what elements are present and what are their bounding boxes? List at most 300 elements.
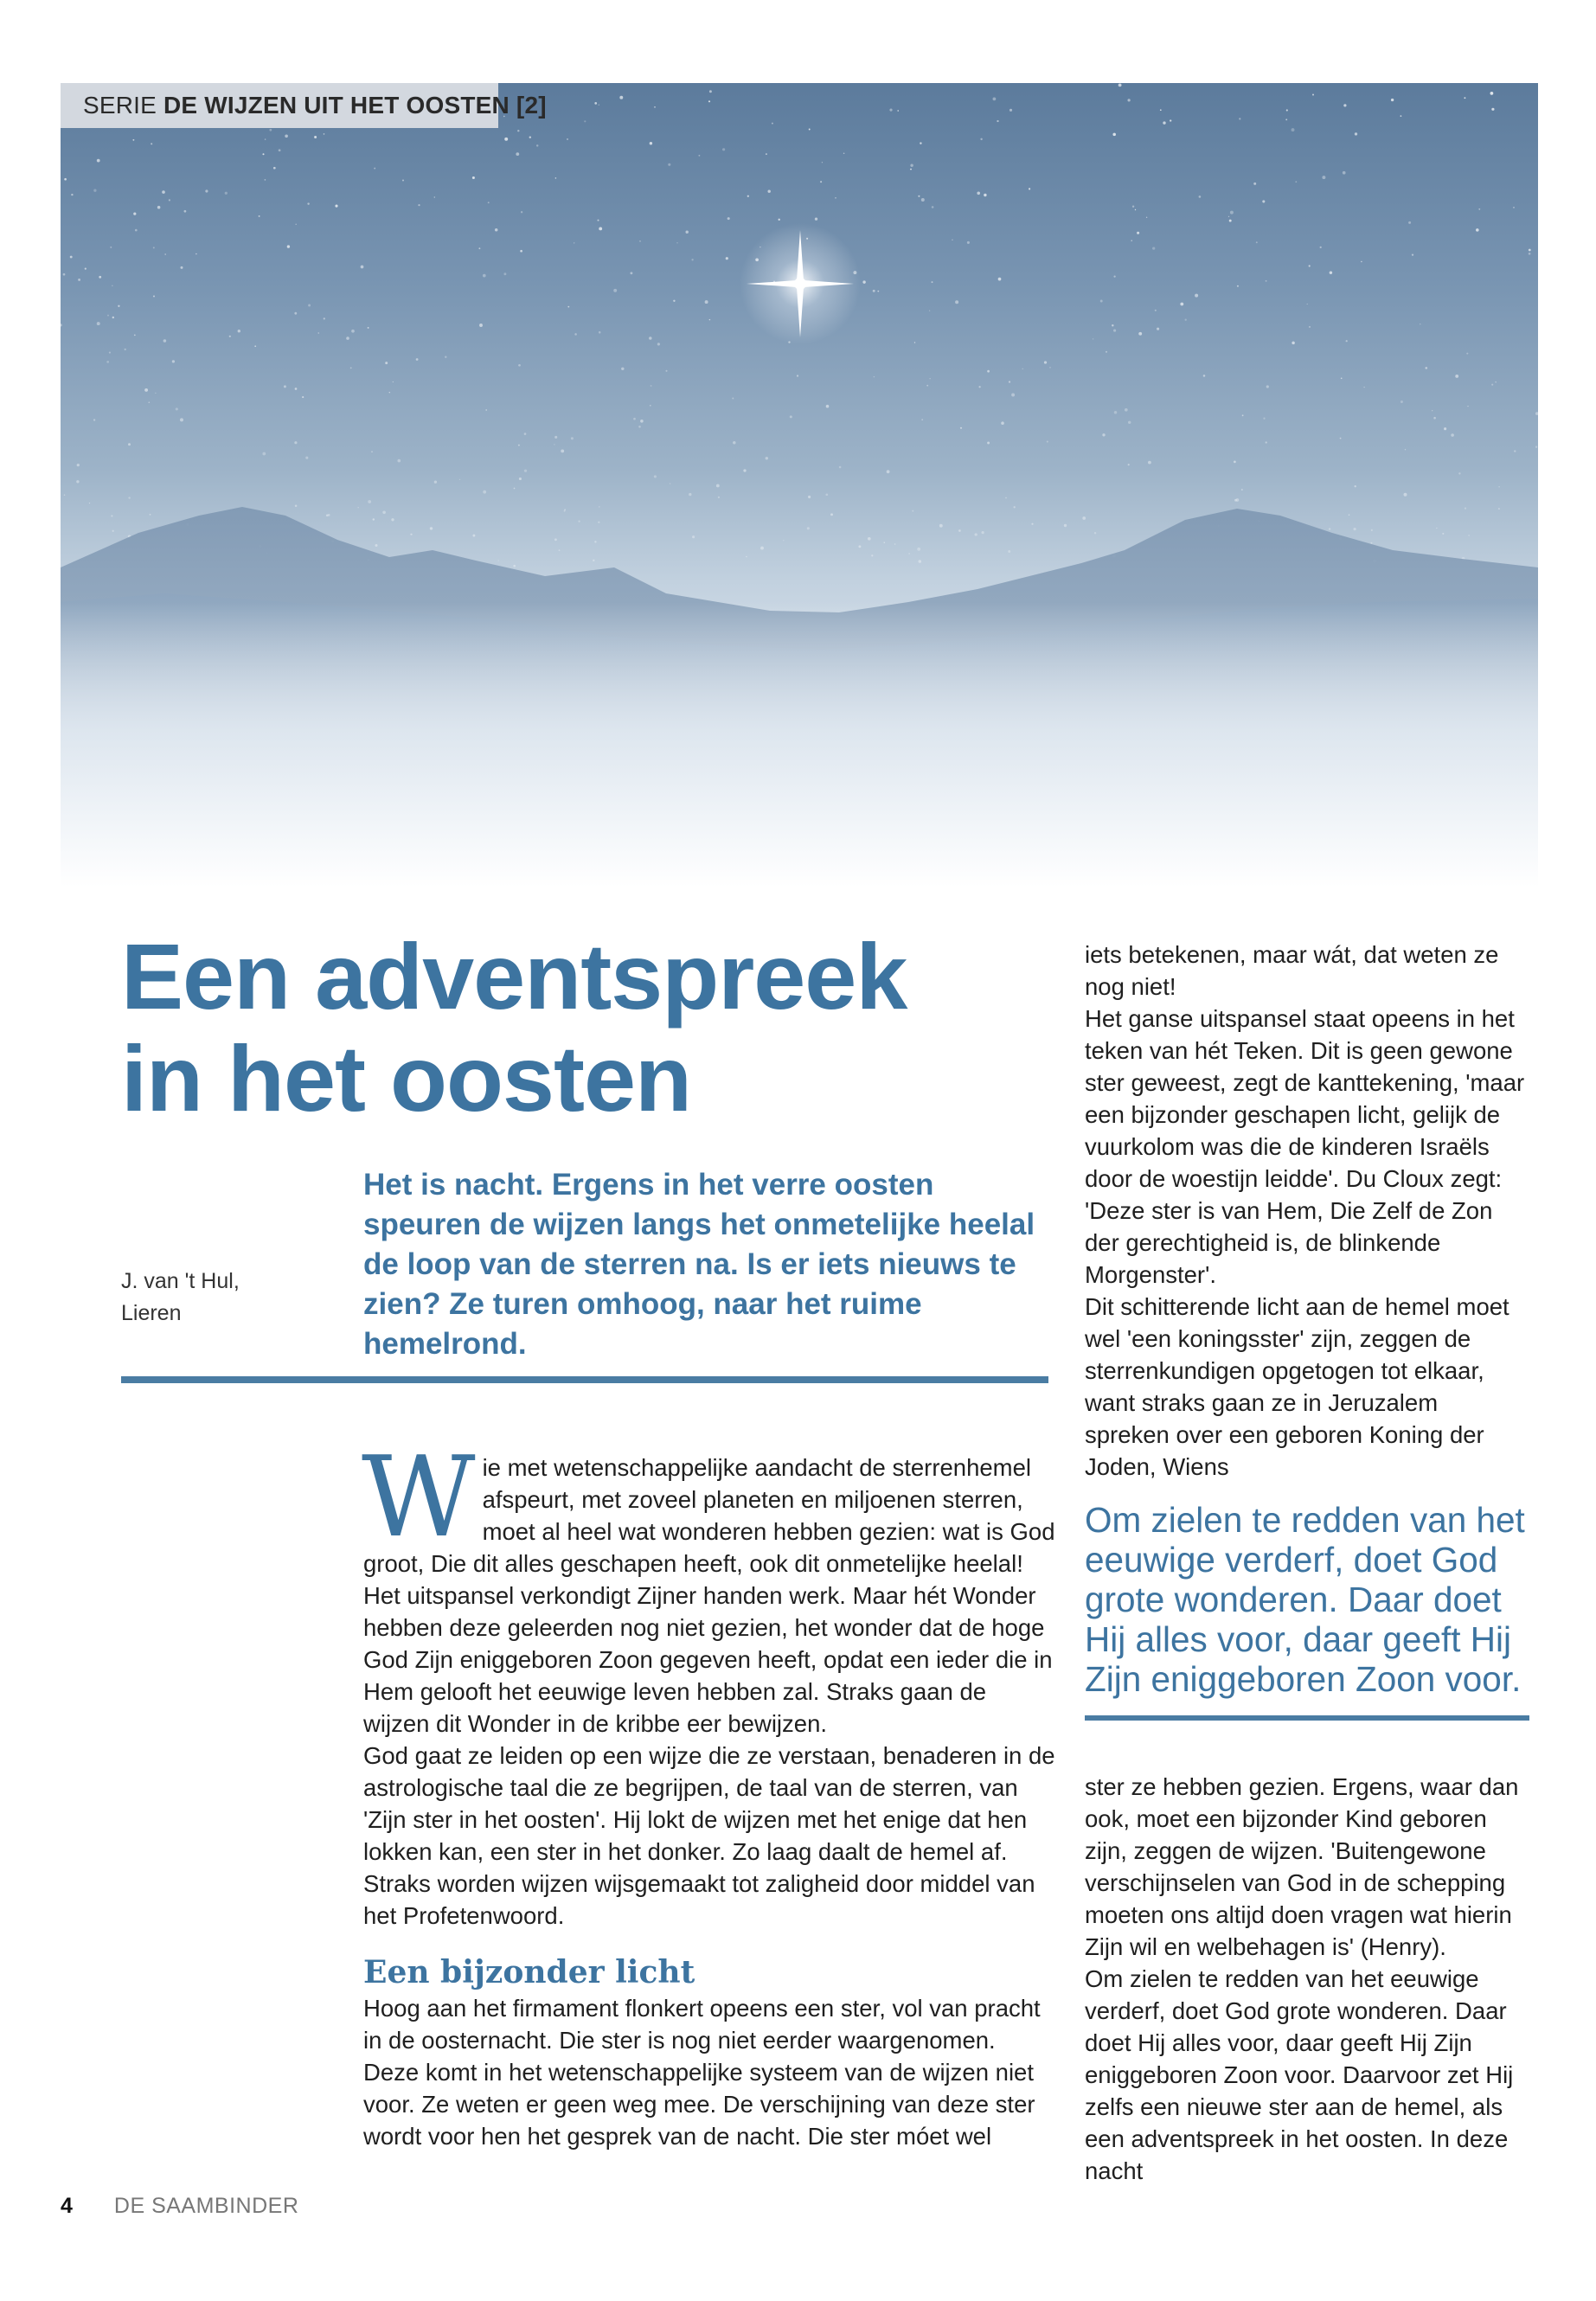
star-dot bbox=[151, 143, 152, 144]
star-dot bbox=[389, 392, 391, 394]
star-dot bbox=[112, 530, 114, 532]
star-dot bbox=[960, 427, 962, 429]
star-dot bbox=[1498, 508, 1500, 510]
star-dot bbox=[284, 385, 286, 388]
star-dot bbox=[1476, 228, 1479, 232]
star-dot bbox=[1064, 524, 1067, 527]
star-dot bbox=[1113, 275, 1115, 277]
star-dot bbox=[767, 189, 770, 192]
star-dot bbox=[1253, 183, 1256, 185]
star-dot bbox=[1131, 240, 1132, 241]
star-dot bbox=[135, 229, 138, 232]
star-dot bbox=[205, 189, 208, 192]
star-dot bbox=[314, 136, 317, 138]
star-dot bbox=[564, 509, 566, 510]
star-dot bbox=[830, 513, 833, 516]
star-dot bbox=[668, 163, 670, 166]
star-dot bbox=[371, 451, 373, 452]
star-dot bbox=[93, 419, 95, 420]
star-dot bbox=[732, 398, 734, 400]
star-dot bbox=[689, 493, 691, 496]
star-dot bbox=[1343, 171, 1346, 175]
star-dot bbox=[295, 224, 297, 226]
lead-paragraph: Het is nacht. Ergens in het verre oosten speuren de wijzen langs het onmetelijke heelal de loop van de sterren na. Is er iets nieuws te zien? Ze turen omhoog, naar het ruime hemelrond. bbox=[363, 1168, 1035, 1361]
star-dot bbox=[1135, 209, 1136, 210]
body-paragraph-3: Hoog aan het firmament flonkert opeens een ster, vol van pracht in de oosternacht. Die ster is nog niet eerder waargenomen. Deze komt in het wetenschappelijke systeem van de wijzen niet voor. Ze weten er geen weg mee. De verschijning van deze ster wordt voor hen het gesprek van de nacht. Die ster móet wel bbox=[363, 1995, 1041, 2150]
star-dot bbox=[285, 134, 288, 138]
author-byline bbox=[121, 1266, 337, 1330]
star-dot bbox=[1229, 220, 1232, 222]
star-dot bbox=[877, 291, 879, 292]
star-dot bbox=[495, 228, 498, 232]
star-dot bbox=[1498, 486, 1499, 487]
star-dot bbox=[1005, 497, 1007, 499]
star-dot bbox=[1309, 265, 1311, 266]
star-dot bbox=[1535, 412, 1538, 415]
star-dot bbox=[1371, 529, 1373, 531]
star-dot bbox=[939, 524, 943, 528]
star-dot bbox=[350, 367, 352, 369]
star-dot bbox=[1465, 507, 1466, 509]
star-dot bbox=[287, 245, 290, 247]
star-dot bbox=[518, 445, 520, 446]
star-dot bbox=[559, 549, 561, 551]
star-dot bbox=[430, 527, 433, 529]
star-dot bbox=[673, 300, 675, 302]
star-dot bbox=[599, 331, 601, 334]
star-dot bbox=[1478, 208, 1480, 210]
star-dot bbox=[279, 149, 281, 151]
star-dot bbox=[295, 388, 298, 390]
star-dot bbox=[434, 196, 435, 197]
star-dot bbox=[262, 153, 264, 155]
star-dot bbox=[1237, 285, 1239, 287]
star-dot bbox=[391, 518, 394, 521]
star-dot bbox=[318, 332, 319, 333]
drop-cap: W bbox=[362, 1433, 476, 1562]
star-dot bbox=[1137, 232, 1139, 234]
star-dot bbox=[1295, 181, 1297, 183]
star-dot bbox=[1292, 342, 1295, 345]
magazine-name: DE SAAMBINDER bbox=[113, 2194, 299, 2218]
star-dot bbox=[822, 162, 823, 163]
star-dot bbox=[346, 336, 349, 340]
star-dot bbox=[1146, 217, 1147, 218]
star-dot bbox=[1263, 418, 1265, 420]
star-dot bbox=[238, 330, 240, 332]
star-dot bbox=[1286, 109, 1288, 111]
star-dot bbox=[254, 345, 256, 347]
star-dot bbox=[1125, 408, 1128, 412]
star-dot bbox=[374, 168, 375, 170]
star-dot bbox=[1118, 83, 1122, 87]
star-dot bbox=[1495, 381, 1496, 382]
star-dot bbox=[868, 537, 871, 541]
star-dot bbox=[766, 457, 768, 459]
star-dot bbox=[402, 179, 404, 181]
star-dot bbox=[709, 319, 710, 320]
star-dot bbox=[926, 385, 928, 387]
star-dot bbox=[488, 202, 490, 203]
star-dot bbox=[633, 418, 636, 420]
star-dot bbox=[929, 310, 930, 311]
star-dot bbox=[1031, 523, 1033, 525]
star-dot bbox=[657, 343, 660, 345]
star-dot bbox=[1433, 417, 1436, 420]
star-dot bbox=[180, 266, 183, 269]
star-dot bbox=[1242, 414, 1244, 416]
star-dot bbox=[1230, 211, 1234, 215]
star-dot bbox=[225, 192, 228, 195]
star-dot bbox=[148, 401, 150, 403]
star-dot bbox=[883, 542, 885, 543]
star-dot bbox=[1266, 385, 1269, 388]
star-dot bbox=[132, 139, 134, 141]
star-dot bbox=[1408, 221, 1411, 224]
star-dot bbox=[1514, 450, 1516, 452]
author-place: Lieren bbox=[121, 1301, 182, 1325]
star-dot bbox=[1128, 421, 1131, 424]
star-dot bbox=[1442, 533, 1444, 535]
star-dot bbox=[1330, 272, 1332, 274]
star-dot bbox=[908, 553, 910, 554]
star-dot bbox=[71, 194, 73, 195]
star-dot bbox=[368, 500, 371, 503]
star-dot bbox=[835, 197, 836, 199]
pull-quote-rule bbox=[1085, 1715, 1529, 1721]
hero-image bbox=[61, 83, 1538, 888]
star-dot bbox=[1464, 97, 1465, 99]
star-dot bbox=[980, 138, 982, 140]
author-name: J. van 't Hul, bbox=[121, 1269, 240, 1293]
star-dot bbox=[351, 330, 355, 333]
star-dot bbox=[955, 300, 958, 304]
star-dot bbox=[77, 464, 80, 466]
star-dot bbox=[1412, 253, 1413, 255]
star-dot bbox=[621, 368, 624, 370]
star-dot bbox=[111, 515, 112, 516]
star-dot bbox=[1185, 319, 1187, 321]
star-dot bbox=[561, 449, 564, 452]
star-dot bbox=[368, 327, 369, 329]
star-dot bbox=[1529, 249, 1531, 252]
star-dot bbox=[910, 163, 913, 166]
star-dot bbox=[519, 478, 522, 480]
star-dot bbox=[650, 142, 652, 144]
star-dot bbox=[1451, 433, 1454, 437]
star-dot bbox=[1049, 367, 1050, 368]
star-dot bbox=[564, 510, 566, 512]
star-dot bbox=[1432, 410, 1433, 411]
star-dot bbox=[1491, 384, 1493, 386]
star-dot bbox=[722, 148, 725, 151]
star-dot bbox=[1029, 188, 1030, 189]
star-dot bbox=[504, 138, 508, 141]
star-dot bbox=[1001, 421, 1004, 425]
star-dot bbox=[118, 305, 119, 307]
star-dot bbox=[326, 515, 329, 517]
article-title bbox=[121, 926, 1029, 1130]
star-dot bbox=[654, 475, 657, 478]
star-dot bbox=[987, 442, 990, 445]
star-dot bbox=[651, 385, 652, 387]
star-dot bbox=[1491, 108, 1494, 111]
star-dot bbox=[932, 281, 933, 283]
star-dot bbox=[571, 437, 574, 439]
page-footer bbox=[61, 2194, 298, 2219]
star-dot bbox=[1355, 132, 1357, 135]
star-dot bbox=[1195, 294, 1198, 298]
star-dot bbox=[459, 479, 460, 480]
star-dot bbox=[1346, 340, 1348, 342]
star-dot bbox=[410, 534, 412, 535]
star-dot bbox=[324, 133, 325, 135]
star-dot bbox=[918, 560, 921, 563]
star-dot bbox=[1082, 516, 1086, 520]
star-dot bbox=[967, 241, 970, 244]
star-dot bbox=[1370, 542, 1372, 544]
star-dot bbox=[555, 177, 557, 179]
star-dot bbox=[375, 544, 377, 547]
star-dot bbox=[393, 381, 394, 382]
star-dot bbox=[825, 493, 828, 496]
series-name: DE WIJZEN UIT HET OOSTEN [2] bbox=[163, 92, 547, 119]
star-dot bbox=[308, 304, 311, 307]
star-dot bbox=[134, 335, 136, 336]
star-dot bbox=[1113, 330, 1116, 332]
star-dot bbox=[1458, 472, 1460, 474]
star-dot bbox=[598, 104, 599, 106]
star-dot bbox=[691, 259, 693, 260]
star-dot bbox=[106, 361, 109, 363]
title-line-1: Een adventspreek bbox=[121, 924, 907, 1029]
star-dot bbox=[1292, 128, 1295, 131]
star-dot bbox=[195, 253, 197, 255]
star-dot bbox=[1228, 216, 1229, 217]
star-dot bbox=[294, 441, 297, 444]
star-dot bbox=[382, 510, 386, 514]
star-dot bbox=[708, 100, 710, 102]
star-dot bbox=[373, 518, 375, 520]
star-dot bbox=[416, 358, 419, 361]
star-dot bbox=[498, 560, 499, 561]
star-dot bbox=[524, 470, 527, 472]
star-dot bbox=[797, 375, 798, 376]
star-dot bbox=[918, 195, 920, 197]
star-dot bbox=[772, 123, 773, 125]
star-dot bbox=[1341, 377, 1343, 379]
star-dot bbox=[1309, 326, 1311, 328]
star-dot bbox=[676, 242, 677, 243]
star-dot bbox=[273, 167, 276, 170]
star-dot bbox=[262, 452, 266, 456]
star-dot bbox=[727, 217, 730, 220]
star-dot bbox=[747, 195, 749, 197]
star-dot bbox=[61, 324, 62, 326]
star-dot bbox=[808, 496, 811, 498]
star-dot bbox=[640, 420, 644, 423]
star-dot bbox=[513, 565, 516, 567]
star-dot bbox=[516, 152, 519, 156]
star-dot bbox=[871, 554, 873, 556]
star-dot bbox=[1234, 499, 1237, 502]
star-dot bbox=[1203, 375, 1206, 377]
star-dot bbox=[1490, 92, 1494, 95]
star-dot bbox=[630, 272, 632, 274]
star-dot bbox=[1436, 528, 1437, 529]
body-paragraph-1 bbox=[362, 1433, 1055, 1740]
star-dot bbox=[157, 206, 161, 209]
star-dot bbox=[839, 466, 842, 469]
star-dot bbox=[1455, 375, 1458, 378]
star-dot bbox=[1349, 514, 1350, 516]
star-dot bbox=[709, 90, 712, 93]
star-dot bbox=[921, 198, 925, 202]
star-dot bbox=[912, 510, 913, 512]
star-dot bbox=[554, 538, 557, 541]
star-dot bbox=[1241, 489, 1243, 490]
right-paragraph-3: Dit schitterende licht aan de hemel moet wel 'een koningsster' zijn, zeggen de sterrenkundigen opgetogen tot elkaar, want straks gaan ze in Jeruzalem spreken over een geboren Koning der Joden, Wiens bbox=[1085, 1293, 1509, 1480]
star-dot bbox=[265, 179, 266, 181]
star-dot bbox=[295, 504, 298, 507]
star-dot bbox=[70, 256, 73, 259]
star-dot bbox=[685, 230, 688, 233]
series-prefix: SERIE bbox=[83, 92, 157, 119]
star-dot bbox=[726, 257, 728, 260]
star-dot bbox=[1329, 528, 1330, 529]
star-dot bbox=[176, 407, 178, 410]
star-dot bbox=[826, 405, 830, 408]
star-dot bbox=[265, 138, 266, 139]
star-dot bbox=[1008, 550, 1010, 553]
star-dot bbox=[1513, 207, 1515, 208]
star-dot bbox=[64, 494, 66, 496]
star-dot bbox=[843, 153, 845, 155]
star-dot bbox=[1285, 119, 1287, 120]
star-dot bbox=[567, 306, 569, 308]
star-dot bbox=[163, 339, 167, 343]
star-dot bbox=[1112, 324, 1113, 326]
star-dot bbox=[64, 178, 67, 181]
star-dot bbox=[993, 98, 997, 101]
star-dot bbox=[536, 144, 538, 146]
star-dot bbox=[574, 333, 577, 336]
star-dot bbox=[155, 393, 156, 394]
star-dot bbox=[921, 419, 923, 420]
star-dot bbox=[665, 370, 667, 372]
star-dot bbox=[1466, 353, 1468, 355]
bright-star-icon bbox=[740, 223, 861, 344]
star-dot bbox=[1152, 247, 1155, 249]
star-dot bbox=[128, 497, 130, 498]
star-dot bbox=[1112, 133, 1116, 137]
star-dot bbox=[997, 120, 998, 122]
star-dot bbox=[578, 521, 580, 522]
star-dot bbox=[1160, 109, 1162, 111]
star-dot bbox=[1009, 381, 1010, 382]
star-dot bbox=[597, 220, 599, 221]
star-dot bbox=[153, 247, 155, 248]
star-dot bbox=[514, 488, 516, 490]
right-paragraph-5: Om zielen te redden van het eeuwige verderf, doet God grote wonderen. Daar doet Hij alles voor, daar geeft Hij Zijn eniggeboren Zoon voor. Daarvoor zet Hij zelfs een nieuwe ster aan de hemel, als een adventspreek in het oosten. In deze nacht bbox=[1085, 1965, 1514, 2184]
star-dot bbox=[809, 129, 811, 131]
star-dot bbox=[479, 324, 483, 327]
star-dot bbox=[1353, 528, 1356, 530]
star-dot bbox=[705, 300, 708, 304]
star-dot bbox=[584, 120, 586, 122]
star-dot bbox=[472, 535, 475, 537]
star-dot bbox=[125, 349, 126, 350]
star-dot bbox=[619, 96, 623, 99]
star-dot bbox=[85, 268, 87, 270]
title-line-2: in het oosten bbox=[121, 1026, 691, 1131]
star-dot bbox=[1262, 200, 1265, 202]
star-dot bbox=[472, 176, 475, 179]
star-dot bbox=[1128, 464, 1130, 465]
star-dot bbox=[1094, 532, 1096, 534]
body-column-middle bbox=[362, 1433, 1055, 2152]
star-dot bbox=[335, 205, 337, 208]
star-dot bbox=[63, 273, 66, 276]
star-dot bbox=[716, 484, 720, 488]
star-dot bbox=[1157, 328, 1159, 330]
starry-sky-mountains-illustration bbox=[61, 83, 1538, 888]
star-dot bbox=[99, 276, 101, 279]
star-dot bbox=[445, 356, 446, 358]
star-dot bbox=[1234, 461, 1236, 464]
star-dot bbox=[1106, 351, 1107, 353]
star-dot bbox=[434, 481, 437, 484]
star-dot bbox=[650, 405, 651, 407]
star-dot bbox=[807, 527, 810, 529]
star-dot bbox=[910, 169, 912, 170]
star-dot bbox=[649, 336, 652, 340]
star-dot bbox=[302, 396, 304, 398]
star-dot bbox=[815, 218, 817, 221]
series-tag bbox=[61, 83, 547, 128]
star-dot bbox=[1467, 406, 1468, 407]
star-dot bbox=[790, 415, 792, 418]
body-column-right-bottom bbox=[1085, 1771, 1526, 2187]
star-dot bbox=[1322, 176, 1325, 179]
star-dot bbox=[1114, 411, 1118, 414]
star-dot bbox=[692, 535, 695, 538]
star-dot bbox=[324, 317, 325, 319]
star-dot bbox=[150, 514, 151, 516]
star-dot bbox=[524, 433, 527, 435]
star-dot bbox=[1405, 449, 1406, 450]
star-dot bbox=[598, 522, 599, 523]
star-dot bbox=[478, 247, 480, 249]
star-dot bbox=[184, 210, 187, 213]
star-dot bbox=[1138, 332, 1142, 336]
star-dot bbox=[984, 194, 986, 196]
star-dot bbox=[1444, 427, 1446, 430]
star-dot bbox=[1239, 118, 1240, 119]
star-dot bbox=[897, 110, 899, 112]
body-paragraph-2: God gaat ze leiden op een wijze die ze verstaan, benaderen in de astrologische taal die ze begrijpen, de taal van de sterren, van 'Zijn ster in het oosten'. Hij lokt de wijzen met het enige dat hen lokken kan, een ster in het donker. Zo laag daalt de hemel af. Straks worden wijzen wijsgemaakt tot zaligheid door middel van het Profetenwoord. bbox=[363, 1742, 1055, 1929]
right-paragraph-4: ster ze hebben gezien. Ergens, waar dan ook, moet een bijzonder Kind geboren zijn, zeggen de wijzen. 'Buitengewone verschijnselen van God in de schepping moeten ons altijd doen vragen wat hierin Zijn wil en welbehagen is' (Henry). bbox=[1085, 1773, 1519, 1960]
star-dot bbox=[958, 529, 961, 532]
pull-quote: Om zielen te redden van het eeuwige verderf, doet God grote wonderen. Daar doet Hij alles voor, daar geeft Hij Zijn eniggeboren Zoon voor. bbox=[1085, 1500, 1525, 1699]
star-dot bbox=[981, 531, 984, 534]
star-dot bbox=[1535, 446, 1537, 448]
star-dot bbox=[654, 106, 655, 107]
star-dot bbox=[639, 240, 640, 241]
star-dot bbox=[1256, 241, 1258, 243]
star-dot bbox=[294, 312, 297, 315]
star-dot bbox=[1148, 461, 1151, 465]
